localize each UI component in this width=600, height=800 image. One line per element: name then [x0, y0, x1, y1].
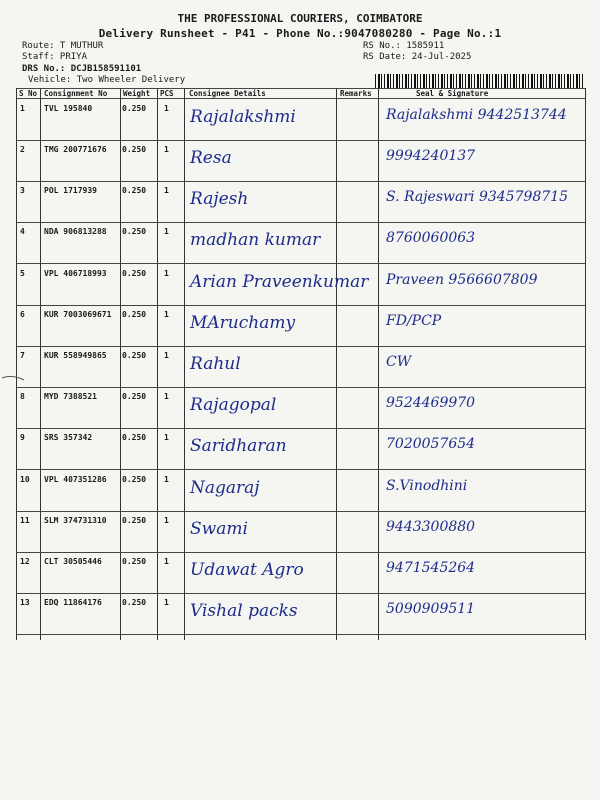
pcs-value: 1	[164, 145, 169, 154]
table-row	[16, 428, 585, 469]
consignee-handwritten: Swami	[190, 519, 248, 539]
pcs-value: 1	[164, 475, 169, 484]
table-row	[16, 99, 585, 140]
table-row	[16, 140, 585, 181]
signature-handwritten: 9524469970	[386, 395, 476, 411]
weight-value: 0.250	[122, 516, 147, 525]
serial-number: 7	[20, 351, 25, 360]
serial-number: 5	[20, 269, 25, 278]
barcode	[375, 74, 585, 88]
consignment-number: SLM 374731310	[44, 516, 107, 525]
signature-handwritten: 9994240137	[386, 148, 476, 164]
runsheet-table	[16, 88, 586, 640]
pcs-value: 1	[164, 104, 169, 113]
weight-value: 0.250	[122, 145, 147, 154]
signature-handwritten: 8760060063	[386, 230, 476, 246]
col-header-sno: S No	[19, 89, 38, 98]
pcs-value: 1	[164, 227, 169, 236]
consignment-number: TVL 195840	[44, 104, 93, 113]
col-header-signature: Seal & Signature	[416, 89, 489, 98]
table-row	[16, 222, 585, 263]
consignment-number: VPL 407351286	[44, 475, 107, 484]
weight-value: 0.250	[122, 227, 147, 236]
serial-number: 10	[20, 475, 30, 484]
consignee-handwritten: Saridharan	[190, 436, 287, 456]
serial-number: 12	[20, 557, 30, 566]
serial-number: 6	[20, 310, 25, 319]
weight-value: 0.250	[122, 392, 147, 401]
serial-number: 8	[20, 392, 25, 401]
consignee-handwritten: Resa	[190, 148, 232, 168]
pcs-value: 1	[164, 186, 169, 195]
weight-value: 0.250	[122, 433, 147, 442]
rs-date: RS Date: 24-Jul-2025	[363, 52, 472, 62]
col-header-pcs: PCS	[160, 89, 174, 98]
table-row	[16, 470, 585, 511]
signature-handwritten: Praveen 9566607809	[386, 272, 538, 288]
consignee-handwritten: Nagaraj	[190, 478, 260, 498]
serial-number: 13	[20, 598, 30, 607]
consignment-number: NDA 906813288	[44, 227, 107, 236]
consignment-number: CLT 30505446	[44, 557, 102, 566]
col-header-weight: Weight	[123, 89, 151, 98]
rs-number: RS No.: 1585911	[363, 41, 445, 51]
weight-value: 0.250	[122, 269, 147, 278]
consignment-number: TMG 200771676	[44, 145, 107, 154]
consignee-handwritten: Rajagopal	[190, 395, 277, 415]
signature-handwritten: FD/PCP	[386, 313, 442, 329]
consignment-number: EDQ 11864176	[44, 598, 102, 607]
weight-value: 0.250	[122, 475, 147, 484]
pcs-value: 1	[164, 351, 169, 360]
consignment-number: VPL 406718993	[44, 269, 107, 278]
consignee-handwritten: Rahul	[190, 354, 241, 374]
col-header-remarks: Remarks	[340, 89, 372, 98]
table-row	[16, 552, 585, 593]
serial-number: 4	[20, 227, 25, 236]
weight-value: 0.250	[122, 351, 147, 360]
vehicle-label: Vehicle: Two Wheeler Delivery	[28, 75, 186, 85]
consignment-number: MYD 7388521	[44, 392, 97, 401]
consignee-handwritten: Rajesh	[190, 189, 249, 209]
table-row	[16, 511, 585, 552]
drs-number: DRS No.: DCJB158591101	[22, 64, 142, 74]
runsheet-title: Delivery Runsheet - P41 - Phone No.:9047080280 - Page No.:1	[98, 27, 502, 40]
signature-handwritten: CW	[386, 354, 412, 370]
signature-handwritten: S.Vinodhini	[386, 478, 468, 494]
pcs-value: 1	[164, 598, 169, 607]
signature-handwritten: 7020057654	[386, 436, 476, 452]
staff-label: Staff: PRIYA	[22, 52, 88, 62]
consignee-handwritten: Rajalakshmi	[190, 107, 296, 127]
serial-number: 1	[20, 104, 25, 113]
signature-handwritten: S. Rajeswari 9345798715	[386, 189, 569, 205]
pcs-value: 1	[164, 310, 169, 319]
row-divider	[16, 634, 586, 635]
consignee-handwritten: madhan kumar	[190, 230, 321, 250]
consignee-handwritten: Vishal packs	[190, 601, 298, 621]
scan-mark	[0, 360, 30, 400]
serial-number: 3	[20, 186, 25, 195]
company-name: THE PROFESSIONAL COURIERS, COIMBATORE	[177, 12, 423, 25]
serial-number: 11	[20, 516, 30, 525]
signature-handwritten: 9471545264	[386, 560, 476, 576]
col-header-consignment: Consignment No	[44, 89, 108, 98]
consignment-number: KUR 7003069671	[44, 310, 112, 319]
col-header-consignee: Consignee Details	[189, 89, 266, 98]
pcs-value: 1	[164, 392, 169, 401]
table-row	[16, 387, 585, 428]
consignee-handwritten: MAruchamy	[190, 313, 296, 333]
col-divider	[585, 88, 586, 640]
consignee-handwritten: Arian Praveenkumar	[190, 272, 369, 292]
pcs-value: 1	[164, 269, 169, 278]
weight-value: 0.250	[122, 310, 147, 319]
weight-value: 0.250	[122, 557, 147, 566]
table-row	[16, 305, 585, 346]
consignment-number: POL 1717939	[44, 186, 97, 195]
signature-handwritten: 5090909511	[386, 601, 476, 617]
table-row	[16, 181, 585, 222]
weight-value: 0.250	[122, 104, 147, 113]
signature-handwritten: 9443300880	[386, 519, 476, 535]
weight-value: 0.250	[122, 186, 147, 195]
consignment-number: KUR 558949865	[44, 351, 107, 360]
pcs-value: 1	[164, 433, 169, 442]
table-row	[16, 264, 585, 305]
pcs-value: 1	[164, 516, 169, 525]
pcs-value: 1	[164, 557, 169, 566]
consignee-handwritten: Udawat Agro	[190, 560, 304, 580]
weight-value: 0.250	[122, 598, 147, 607]
table-row	[16, 346, 585, 387]
table-row	[16, 593, 585, 634]
route-label: Route: T MUTHUR	[22, 41, 104, 51]
serial-number: 9	[20, 433, 25, 442]
consignment-number: SRS 357342	[44, 433, 93, 442]
signature-handwritten: Rajalakshmi 9442513744	[386, 107, 567, 123]
serial-number: 2	[20, 145, 25, 154]
